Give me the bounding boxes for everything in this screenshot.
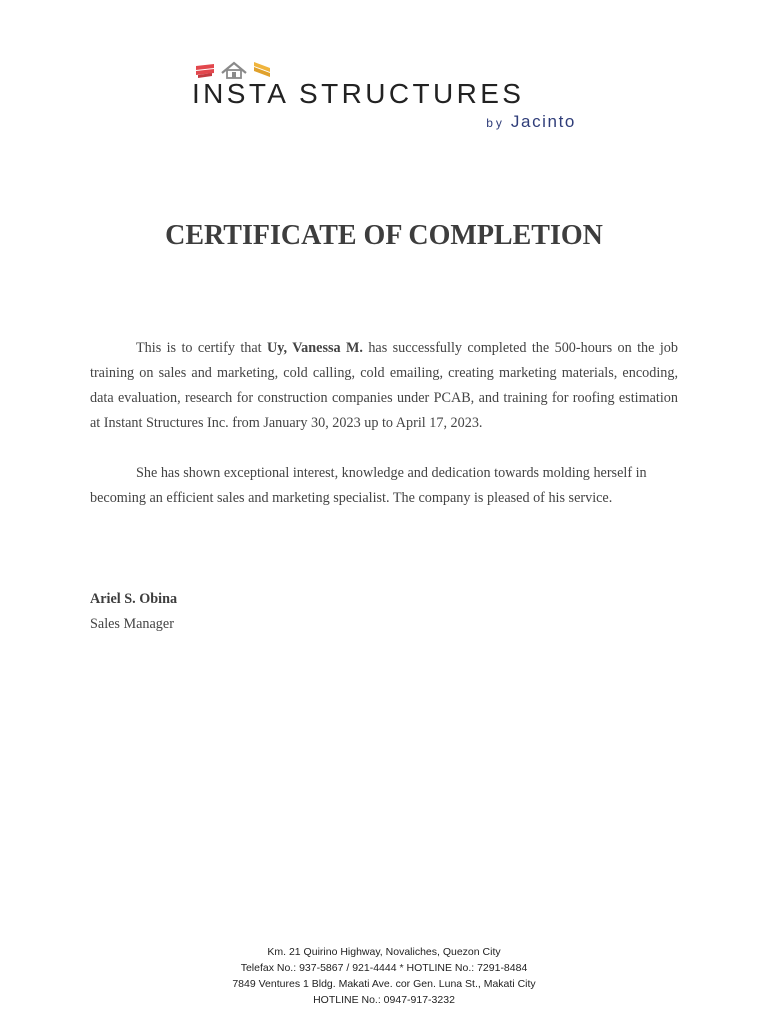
footer-address — [0, 944, 768, 1008]
footer-line-1: Km. 21 Quirino Highway, Novaliches, Quezon City — [267, 946, 501, 958]
certificate-paragraph-2: She has shown exceptional interest, knowledge and dedication towards molding herself in becoming an efficient sales and marketing specialist. The company is pleased of his service. — [90, 465, 647, 506]
house-icon — [222, 63, 246, 78]
footer-line-2: Telefax No.: 937-5867 / 921-4444 * HOTLINE No.: 7291-8484 — [240, 962, 528, 974]
logo-byline — [486, 112, 576, 132]
recipient-name: Uy, Vanessa M. — [267, 340, 363, 356]
logo-jacinto-text: Jacinto — [510, 112, 576, 131]
logo-roof-icons — [194, 60, 274, 80]
signatory-name: Ariel S. Obina — [90, 591, 178, 607]
signatory-title: Sales Manager — [90, 616, 174, 632]
logo-wordmark: INSTA STRUCTURES — [192, 78, 525, 109]
p1-suffix: has successfully completed the 500-hours on the job training on sales and marketing, cold calling, cold emailing, creating marketing materials, encoding, data evaluation, research for construction companies under PCAB, and training for roofing estimation at Instant Structures Inc. from January 30, 2023 up to April 17, 2023. — [90, 340, 678, 431]
certificate-body — [90, 336, 678, 536]
company-logo — [192, 58, 582, 138]
certificate-paragraph-1 — [90, 336, 678, 436]
footer-line-3: 7849 Ventures 1 Bldg. Makati Ave. cor Gen. Luna St., Makati City — [232, 978, 536, 990]
p1-prefix: This is to certify that — [136, 340, 267, 356]
certificate-title: CERTIFICATE OF COMPLETION — [165, 220, 603, 251]
logo-by-text: by — [486, 116, 505, 130]
red-roof-icon — [196, 64, 214, 78]
footer-line-4: HOTLINE No.: 0947-917-3232 — [313, 994, 455, 1006]
yellow-roof-icon — [254, 62, 270, 77]
